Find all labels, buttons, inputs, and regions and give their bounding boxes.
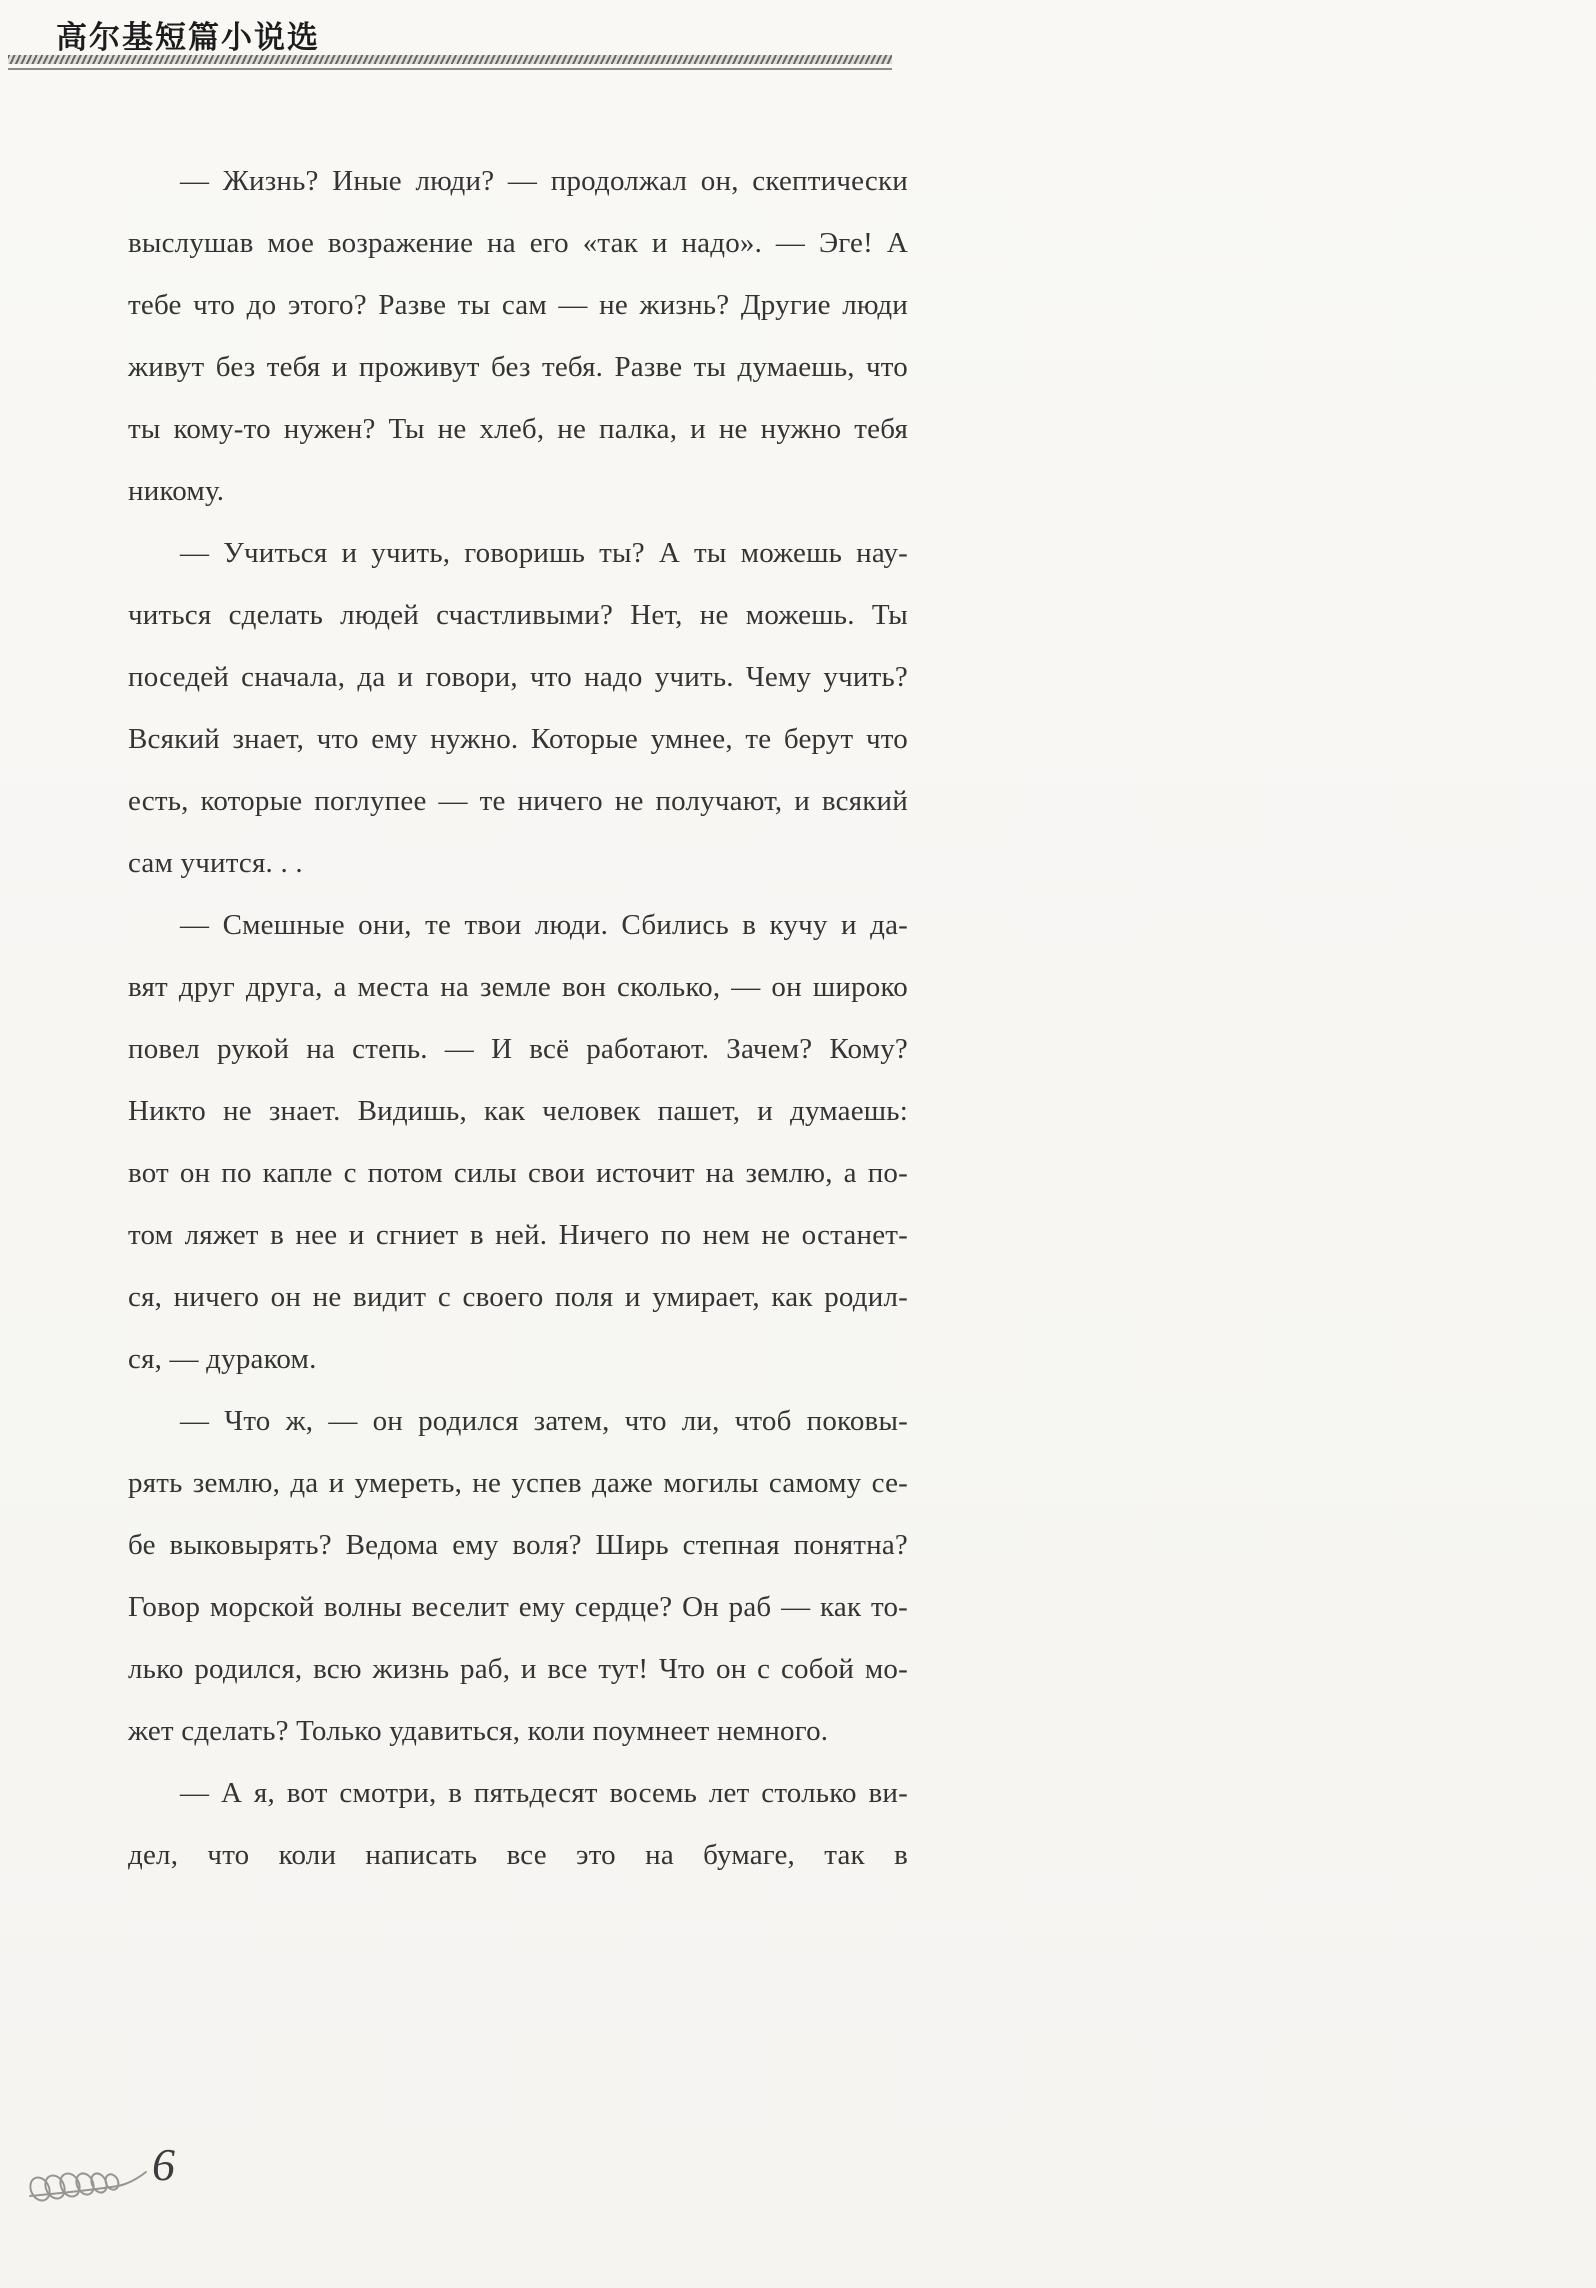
text-block: [128, 150, 908, 1886]
text-line: — А я, вот смотри, в пятьдесят восемь лет столько ви-: [180, 1777, 908, 1809]
text-line: Никто не знает. Видишь, как человек пашет, и думаешь:: [128, 1095, 908, 1127]
text-line: никому.: [128, 475, 225, 507]
paragraph: [128, 894, 908, 1390]
text-line: Всякий знает, что ему нужно. Которые умнее, те берут что: [128, 723, 908, 755]
text-line: вят друг друга, а места на земле вон сколько, — он широко: [128, 971, 908, 1003]
paragraph: [128, 1762, 908, 1886]
text-line: Говор морской волны веселит ему сердце? Он раб — как то-: [128, 1591, 908, 1623]
paragraph: [128, 150, 908, 522]
text-line: — Что ж, — он родился затем, что ли, чтоб поковы-: [180, 1405, 908, 1437]
text-line: повел рукой на степь. — И всё работают. Зачем? Кому?: [128, 1033, 908, 1065]
text-line: том ляжет в нее и сгниет в ней. Ничего по нем не останет-: [128, 1219, 908, 1251]
text-line: лько родился, всю жизнь раб, и все тут! Что он с собой мо-: [128, 1653, 908, 1685]
header-title: 高尔基短篇小说选: [56, 20, 320, 55]
text-line: — Смешные они, те твои люди. Сбились в кучу и да-: [180, 909, 908, 941]
text-line: дел, что коли написать все это на бумаге, так в: [128, 1839, 908, 1871]
text-line: тебе что до этого? Разве ты сам — не жизнь? Другие люди: [128, 289, 908, 321]
text-line: есть, которые поглупее — те ничего не получают, и всякий: [128, 785, 908, 817]
text-line: вот он по капле с потом силы свои источит на землю, а по-: [128, 1157, 908, 1189]
text-line: рять землю, да и умереть, не успев даже могилы самому се-: [128, 1467, 908, 1499]
text-line: — Жизнь? Иные люди? — продолжал он, скептически: [180, 165, 908, 197]
header-rule-band: [8, 55, 892, 64]
text-line: сам учится. . .: [128, 847, 303, 879]
text-line: ся, ничего он не видит с своего поля и умирает, как родил-: [128, 1281, 908, 1313]
header-rule-line: [8, 68, 892, 70]
paragraph: [128, 522, 908, 894]
text-line: поседей сначала, да и говори, что надо учить. Чему учить?: [128, 661, 908, 693]
text-line: ты кому-то нужен? Ты не хлеб, не палка, и не нужно тебя: [128, 413, 908, 445]
page-number: 6: [152, 2139, 175, 2190]
feather-icon: [26, 2158, 150, 2206]
text-line: жет сделать? Только удавиться, коли поумнеет немного.: [128, 1715, 829, 1747]
text-line: бе выковырять? Ведома ему воля? Ширь степная понятна?: [128, 1529, 908, 1561]
text-line: живут без тебя и проживут без тебя. Разве ты думаешь, что: [128, 351, 908, 383]
text-line: читься сделать людей счастливыми? Нет, не можешь. Ты: [128, 599, 908, 631]
text-line: ся, — дураком.: [128, 1343, 317, 1375]
paragraph: [128, 1390, 908, 1762]
text-line: — Учиться и учить, говоришь ты? А ты можешь нау-: [180, 537, 908, 569]
text-line: выслушав мое возражение на его «так и надо». — Эге! А: [128, 227, 908, 259]
